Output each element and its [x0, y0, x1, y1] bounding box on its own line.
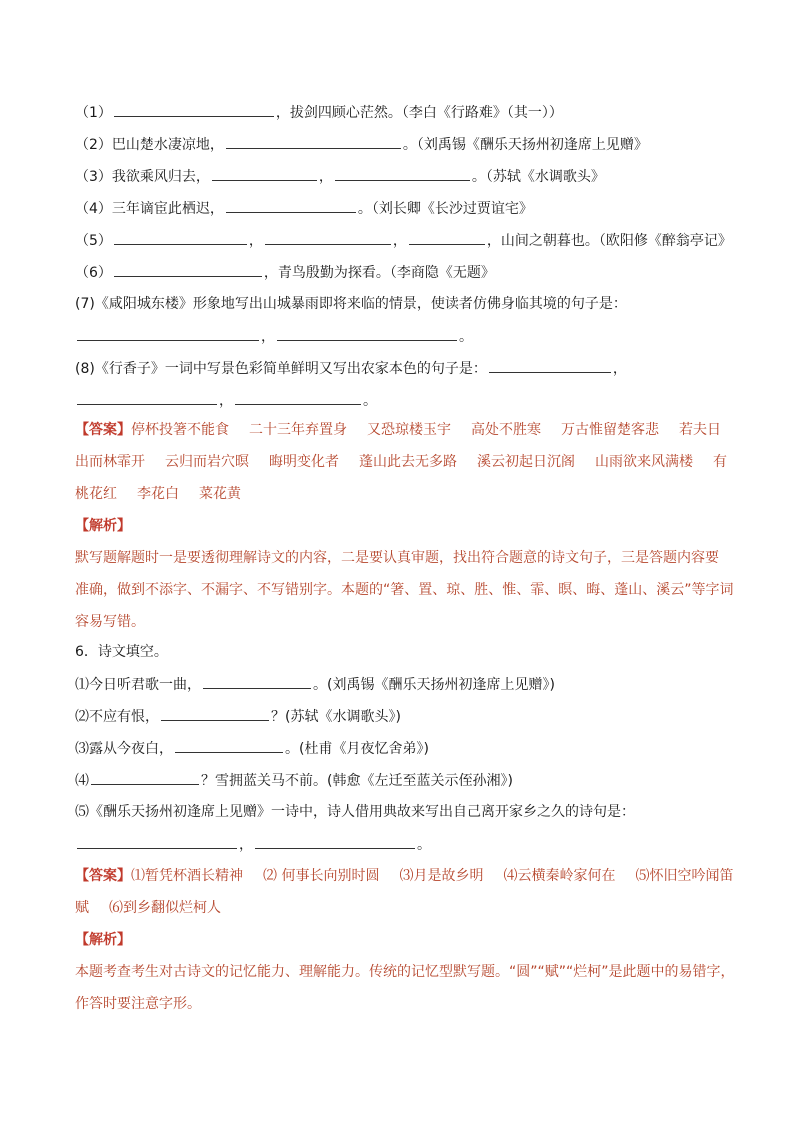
question-number: （6）: [75, 265, 112, 281]
question-source: 。（刘长卿《长沙过贾谊宅》: [357, 201, 533, 217]
separator: ，: [261, 329, 275, 345]
answer-item: 蓬山此去无多路: [359, 454, 457, 470]
answer-blank[interactable]: [161, 706, 269, 721]
q6-item-1: [75, 674, 730, 695]
q6-item-4: [75, 770, 730, 791]
question-text: (7)《咸阳城东楼》形象地写出山城暴雨即将来临的情景，使读者仿佛身临其境的句子是：: [75, 296, 627, 312]
q6-item-5: ⑸《酬乐天扬州初逢席上见赠》一诗中，诗人借用典故来写出自己离开家乡之久的诗句是：: [75, 804, 635, 820]
analysis-2-line-1: 本题考查考生对古诗文的记忆能力、理解能力。传统的记忆型默写题。“圆”“赋”“烂柯”是此题中的易错字，: [75, 964, 735, 980]
answer-blank[interactable]: [235, 390, 361, 405]
question-text: ，拔剑四顾心茫然。（李白《行路难》（其一））: [275, 105, 563, 121]
analysis-2-line-2: 作答时要注意字形。: [75, 996, 201, 1012]
question-4: [75, 198, 730, 219]
question-5: [75, 230, 730, 251]
answer-1-line-2: [75, 452, 730, 472]
question-6-title: 6．诗文填空。: [75, 644, 168, 660]
question-source: ，山间之朝暮也。（欧阳修《醉翁亭记》: [486, 233, 732, 249]
question-text: (8)《行香子》一词中写景色彩简单鲜明又写出农家本色的句子是：: [75, 361, 487, 377]
question-number: （4）: [75, 201, 112, 217]
question-7: [75, 294, 730, 314]
answer-blank[interactable]: [255, 834, 415, 849]
question-7-blanks: [75, 326, 730, 347]
answer-blank[interactable]: [114, 230, 247, 245]
answer-item: 停杯投箸不能食: [131, 422, 229, 438]
answer-blank[interactable]: [226, 198, 356, 213]
answer-blank[interactable]: [114, 102, 274, 117]
answer-blank[interactable]: [203, 674, 311, 689]
answer-blank[interactable]: [77, 326, 259, 341]
answer-label: 【答案】: [75, 868, 131, 884]
answer-blank[interactable]: [226, 134, 401, 149]
answer-item: 李花白: [137, 486, 179, 502]
question-source: ？雪拥蓝关马不前。(韩愈《左迁至蓝关示侄孙湘》): [201, 773, 513, 789]
answer-item: ⑷云横秦岭家何在: [503, 868, 616, 884]
answer-item: ⑸怀旧空吟闻笛: [635, 868, 734, 884]
answer-blank[interactable]: [77, 390, 217, 405]
separator: 。: [363, 393, 377, 409]
answer-blank[interactable]: [91, 770, 199, 785]
question-text: ⑶露从今夜白，: [75, 741, 173, 757]
question-3: [75, 166, 730, 187]
q6-item-5-blanks: [75, 834, 730, 855]
question-text: 三年谪宦此栖迟，: [111, 201, 224, 217]
answer-item: 山雨欲来风满楼: [595, 454, 693, 470]
answer-item: 菜花黄: [199, 486, 241, 502]
question-source: ？(苏轼《水调歌头》): [271, 709, 401, 725]
question-8-blanks: [75, 390, 730, 411]
separator: ，: [219, 393, 233, 409]
answer-blank[interactable]: [335, 166, 470, 181]
question-source: 。（苏轼《水调歌头》: [471, 169, 605, 185]
answer-item: 赋: [75, 900, 89, 916]
question-source: 。(刘禹锡《酬乐天扬州初逢席上见赠》): [313, 677, 555, 693]
answer-1-line-3: [75, 484, 730, 504]
answer-blank[interactable]: [265, 230, 391, 245]
separator: 。: [417, 837, 431, 853]
separator: ，: [239, 837, 253, 853]
question-text: ⑷: [75, 773, 89, 789]
question-source: 。（刘禹锡《酬乐天扬州初逢席上见赠》: [402, 137, 648, 153]
question-text: ⑴今日听君歌一曲，: [75, 677, 201, 693]
answer-item: ⑶月是故乡明: [399, 868, 484, 884]
q6-item-2: [75, 706, 730, 727]
answer-item: 有: [713, 454, 727, 470]
separator: 。: [459, 329, 473, 345]
separator: ，: [392, 233, 407, 249]
answer-item: ⑵ 何事长向别时圆: [263, 868, 380, 884]
answer-item: 又恐琼楼玉宇: [367, 422, 451, 438]
separator: ，: [318, 169, 333, 185]
answer-2-line-2: [75, 898, 730, 918]
analysis-1-label: 【解析】: [75, 518, 131, 534]
separator: ，: [248, 233, 263, 249]
separator: ，: [612, 361, 627, 377]
question-number: （2）: [75, 137, 112, 153]
answer-item: 晦明变化者: [269, 454, 339, 470]
answer-blank[interactable]: [175, 738, 283, 753]
answer-item: 出而林霏开: [75, 454, 145, 470]
q6-item-3: [75, 738, 730, 759]
analysis-2-label: 【解析】: [75, 932, 131, 948]
answer-item: ⑴暂凭杯酒长精神: [131, 868, 243, 884]
question-1: [75, 102, 730, 123]
answer-1-line-1: [75, 420, 730, 440]
answer-blank[interactable]: [409, 230, 485, 245]
question-2: [75, 134, 730, 155]
question-number: （1）: [75, 105, 112, 121]
question-8: [75, 358, 730, 379]
question-text: ⑵不应有恨，: [75, 709, 159, 725]
analysis-1-line-3: 容易写错。: [75, 614, 145, 630]
answer-blank[interactable]: [114, 262, 262, 277]
question-number: （3）: [75, 169, 112, 185]
answer-2-line-1: [75, 866, 734, 886]
question-6: [75, 262, 730, 283]
answer-item: 云归而岩穴暝: [165, 454, 249, 470]
question-source: ，青鸟殷勤为探看。（李商隐《无题》: [263, 265, 495, 281]
analysis-1-line-1: 默写题解题时一是要透彻理解诗文的内容，二是要认真审题，找出符合题意的诗文句子，三是答题内容要: [75, 550, 719, 566]
answer-item: ⑹到乡翻似烂柯人: [109, 900, 221, 916]
answer-item: 若夫日: [679, 422, 721, 438]
analysis-1-line-2: 准确，做到不添字、不漏字、不写错别字。本题的“箸、置、琼、胜、惟、霏、暝、晦、蓬山、溪云”等字词: [75, 582, 734, 598]
question-text: 我欲乘风归去，: [111, 169, 210, 185]
question-text: 巴山楚水凄凉地，: [111, 137, 224, 153]
answer-item: 万古惟留楚客悲: [561, 422, 659, 438]
answer-item: 高处不胜寒: [471, 422, 541, 438]
answer-item: 二十三年弃置身: [249, 422, 347, 438]
answer-label: 【答案】: [75, 422, 131, 438]
question-number: （5）: [75, 233, 112, 249]
answer-blank[interactable]: [77, 834, 237, 849]
answer-item: 溪云初起日沉阁: [477, 454, 575, 470]
answer-blank[interactable]: [277, 326, 457, 341]
question-source: 。(杜甫《月夜忆舍弟》): [285, 741, 429, 757]
answer-blank[interactable]: [212, 166, 317, 181]
answer-blank[interactable]: [489, 358, 611, 373]
answer-item: 桃花红: [75, 486, 117, 502]
